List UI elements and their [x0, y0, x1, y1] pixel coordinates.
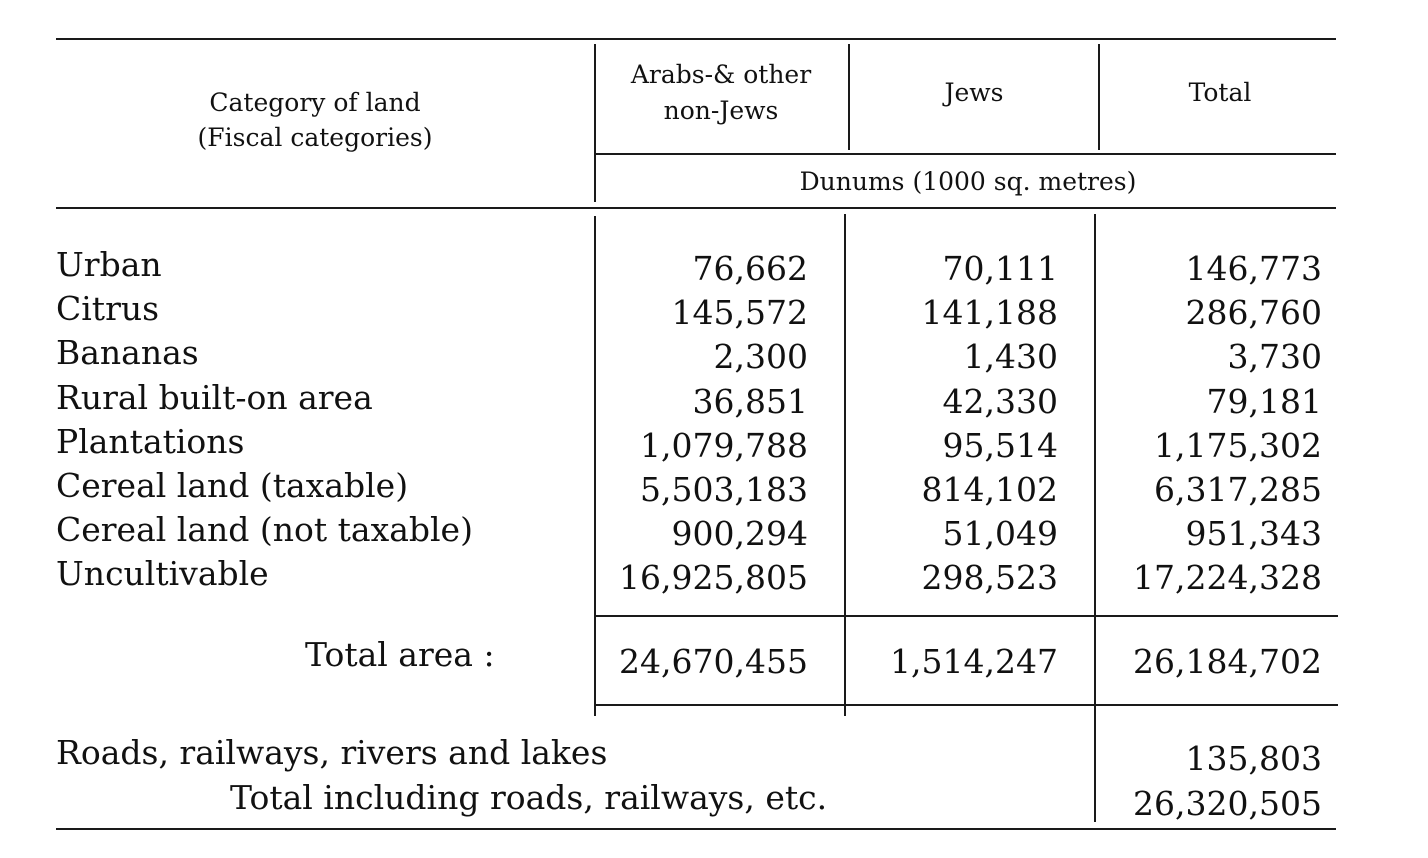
body-divider-3 [1094, 214, 1096, 822]
header-divider-1 [594, 44, 596, 202]
row-arabs-value: 36,851 [692, 382, 808, 421]
row-total-value: 3,730 [1227, 337, 1322, 376]
row-arabs-value: 76,662 [692, 249, 808, 288]
total-area-bottom-rule [596, 704, 1338, 706]
table-top-rule [56, 38, 1336, 40]
header-category-line1: Category of land [209, 88, 421, 117]
row-jews-value: 1,430 [963, 337, 1058, 376]
table-bottom-rule [56, 828, 1336, 830]
header-divider-2 [848, 44, 850, 150]
row-total-value: 951,343 [1185, 514, 1322, 553]
row-label: Urban [56, 245, 162, 284]
header-total: Total [1188, 78, 1252, 107]
row-label: Cereal land (taxable) [56, 466, 409, 505]
row-label: Uncultivable [56, 554, 269, 593]
row-label: Cereal land (not taxable) [56, 510, 473, 549]
total-area-arabs: 24,670,455 [619, 642, 808, 681]
header-arabs-line1: Arabs-& other [630, 60, 812, 89]
grand-total-total: 26,320,505 [1133, 784, 1322, 823]
row-label: Bananas [56, 333, 199, 372]
header-arabs-line2: non-Jews [663, 96, 779, 125]
row-total-value: 79,181 [1206, 382, 1322, 421]
row-arabs-value: 900,294 [671, 514, 808, 553]
header-jews: Jews [944, 78, 1004, 107]
total-area-jews: 1,514,247 [890, 642, 1058, 681]
row-total-value: 6,317,285 [1154, 470, 1322, 509]
header-divider-3 [1098, 44, 1100, 150]
row-arabs-value: 2,300 [713, 337, 808, 376]
row-total-value: 17,224,328 [1133, 558, 1322, 597]
row-jews-value: 95,514 [942, 426, 1058, 465]
row-label: Plantations [56, 422, 245, 461]
total-area-total: 26,184,702 [1133, 642, 1322, 681]
header-bottom-rule [56, 207, 1336, 209]
row-jews-value: 814,102 [921, 470, 1058, 509]
row-arabs-value: 5,503,183 [640, 470, 808, 509]
row-arabs-value: 16,925,805 [619, 558, 808, 597]
row-total-value: 146,773 [1185, 249, 1322, 288]
roads-total: 135,803 [1185, 739, 1322, 778]
row-jews-value: 141,188 [921, 293, 1058, 332]
row-arabs-value: 1,079,788 [640, 426, 808, 465]
header-unit: Dunums (1000 sq. metres) [799, 167, 1137, 196]
row-arabs-value: 145,572 [671, 293, 808, 332]
body-divider-2 [844, 214, 846, 716]
total-area-label: Total area : [305, 635, 495, 674]
row-jews-value: 42,330 [942, 382, 1058, 421]
header-category-line2: (Fiscal categories) [197, 123, 433, 152]
body-divider-1 [594, 216, 596, 716]
subtotal-rule [596, 615, 1338, 617]
row-label: Citrus [56, 289, 160, 328]
row-jews-value: 51,049 [942, 514, 1058, 553]
header-split-rule [594, 153, 1336, 155]
row-jews-value: 70,111 [942, 249, 1058, 288]
grand-total-label: Total including roads, railways, etc. [230, 778, 828, 817]
roads-label: Roads, railways, rivers and lakes [56, 733, 608, 772]
row-total-value: 286,760 [1185, 293, 1322, 332]
row-jews-value: 298,523 [921, 558, 1058, 597]
row-label: Rural built-on area [56, 378, 373, 417]
row-total-value: 1,175,302 [1154, 426, 1322, 465]
